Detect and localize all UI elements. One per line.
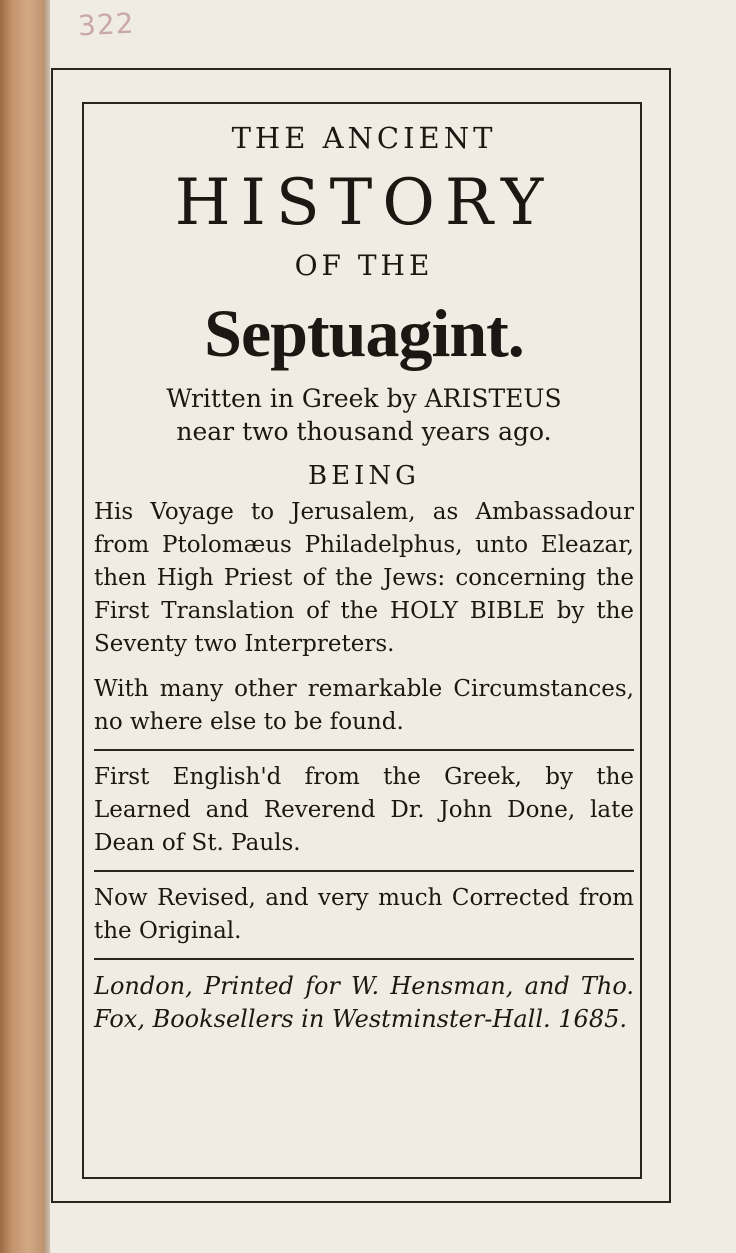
revision-paragraph: Now Revised, and very much Corrected from the Original. <box>94 885 634 944</box>
circumstances-paragraph: With many other remarkable Circumstances, no where else to be found. <box>94 676 634 735</box>
title-page-text <box>94 112 634 1036</box>
title-line-1: THE ANCIENT <box>231 121 497 155</box>
divider-3 <box>94 958 634 960</box>
imprint-paragraph: London, Printed for W. Hensman, and Tho. Fox, Booksellers in Westminster-Hall. 1685. <box>94 972 634 1033</box>
title-line-3: OF THE <box>294 249 434 282</box>
book-spine <box>0 0 48 1253</box>
description-paragraph: His Voyage to Jerusalem, as Ambassadour from Ptolomæus Philadelphus, unto Eleazar, then High Priest of the Jews: concerning the First Translation of the HOLY BIBLE by the Seventy two Interpreters. <box>94 499 634 657</box>
divider-2 <box>94 870 634 872</box>
inventory-number: 322 <box>77 6 136 43</box>
title-line-2: HISTORY <box>174 166 554 240</box>
being-heading: BEING <box>308 461 420 491</box>
divider-1 <box>94 749 634 751</box>
title-line-4: Septuagint. <box>204 295 524 371</box>
byline-line-2: near two thousand years ago. <box>176 417 552 446</box>
translator-paragraph: First English'd from the Greek, by the Learned and Reverend Dr. John Done, late Dean of St. Pauls. <box>94 764 634 856</box>
byline-line-1: Written in Greek by ARISTEUS <box>166 384 562 413</box>
